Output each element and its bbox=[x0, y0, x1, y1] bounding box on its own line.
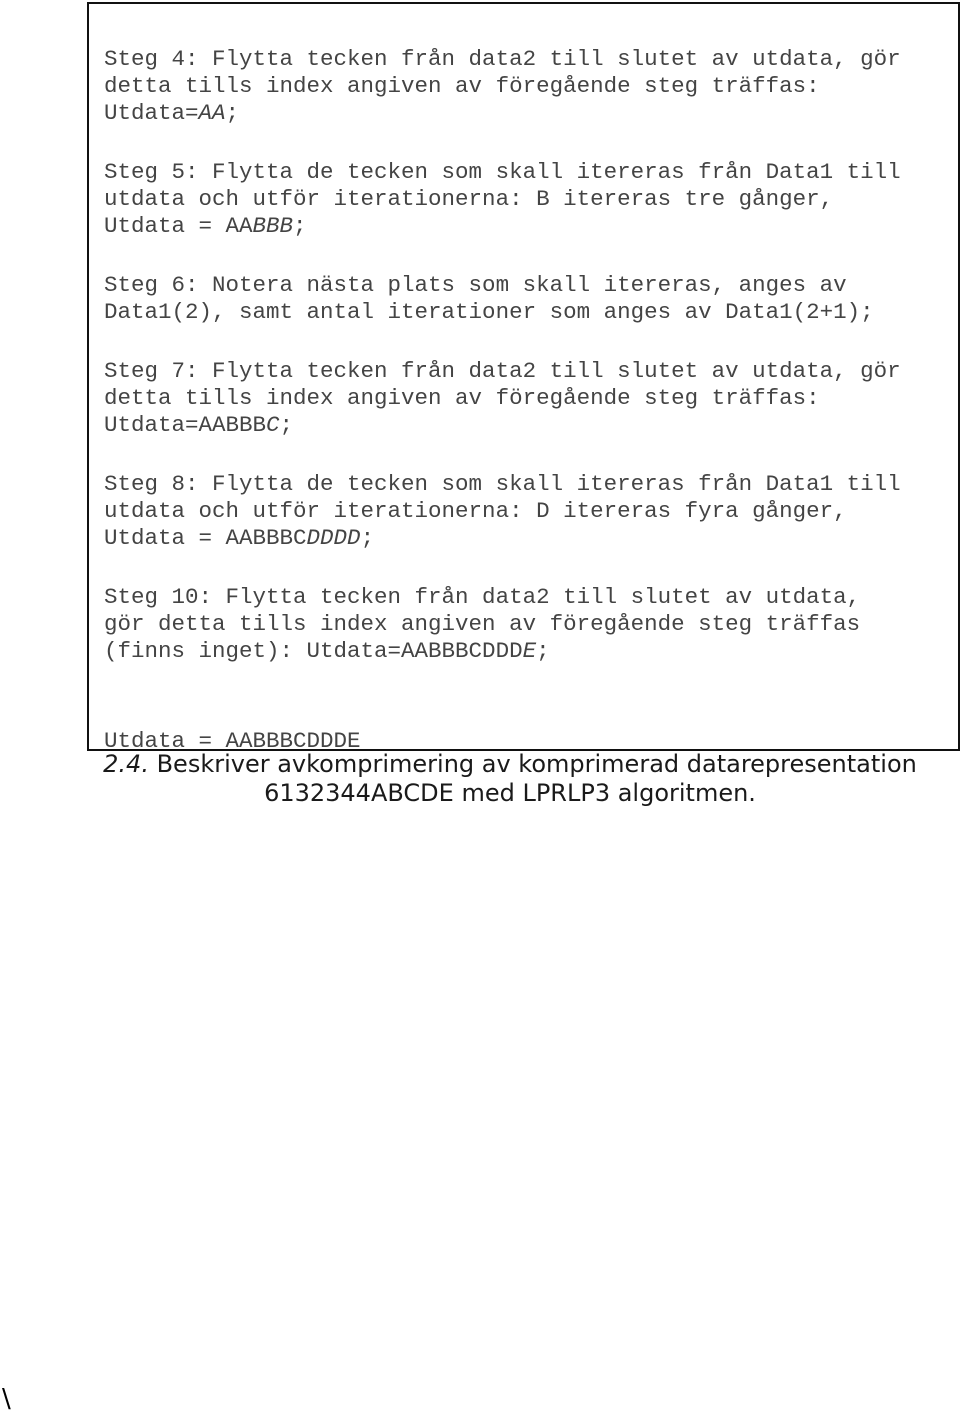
step-text: (finns inget): Utdata=AABBBCDDD bbox=[104, 638, 523, 664]
step-text: Steg 10: Flytta tecken från data2 till slutet av utdata, bbox=[104, 584, 861, 610]
step-4 bbox=[104, 358, 901, 439]
step-1 bbox=[104, 46, 901, 127]
step-text: ; bbox=[360, 525, 375, 551]
step-text: BBB bbox=[252, 213, 294, 239]
step-text: Steg 4: Flytta tecken från data2 till slutet av utdata, gör bbox=[104, 46, 901, 72]
step-3 bbox=[104, 272, 874, 326]
step-text: Utdata = AABBBC bbox=[104, 525, 307, 551]
step-text: Steg 7: Flytta tecken från data2 till slutet av utdata, gör bbox=[104, 358, 901, 384]
section-title-line2: 6132344ABCDE med LPRLP3 algoritmen. bbox=[264, 779, 756, 807]
step-text: E bbox=[522, 638, 537, 664]
step-text: detta tills index angiven av föregående steg träffas: bbox=[104, 385, 820, 411]
step-2 bbox=[104, 159, 901, 240]
section-heading bbox=[0, 750, 960, 808]
step-text: C bbox=[266, 412, 280, 438]
step-text: Steg 5: Flytta de tecken som skall itereras från Data1 till bbox=[104, 159, 901, 185]
step-text: utdata och utför iterationerna: D itereras fyra gånger, bbox=[104, 498, 847, 524]
step-text: AA bbox=[198, 100, 226, 126]
step-text: Data1(2), samt antal iterationer som anges av Data1(2+1); bbox=[104, 299, 874, 325]
step-text: Utdata=AABBB bbox=[104, 412, 267, 438]
page-edge-mark: \ bbox=[2, 1384, 11, 1414]
step-5 bbox=[104, 471, 901, 552]
step-6 bbox=[104, 584, 860, 665]
step-text: ; bbox=[293, 213, 307, 239]
step-text: ; bbox=[536, 638, 550, 664]
step-text: gör detta tills index angiven av föregående steg träffas bbox=[104, 611, 861, 637]
step-text: ; bbox=[279, 412, 294, 438]
section-title-line1: Beskriver avkomprimering av komprimerad datarepresentation bbox=[156, 750, 917, 778]
step-text: Steg 6: Notera nästa plats som skall itereras, anges av bbox=[104, 272, 847, 298]
step-text: detta tills index angiven av föregående steg träffas: bbox=[104, 73, 820, 99]
code-explanation-box bbox=[87, 2, 960, 749]
step-text: Utdata= bbox=[104, 100, 199, 126]
step-text: Utdata = AABBBCDDDE bbox=[104, 728, 361, 749]
step-text: DDDD bbox=[306, 525, 361, 551]
step-7 bbox=[104, 728, 361, 749]
section-number: 2.4. bbox=[103, 750, 149, 778]
step-text: ; bbox=[225, 100, 240, 126]
step-text: Utdata = AA bbox=[104, 213, 253, 239]
step-text: Steg 8: Flytta de tecken som skall itereras från Data1 till bbox=[104, 471, 901, 497]
step-text: utdata och utför iterationerna: B itereras tre gånger, bbox=[104, 186, 834, 212]
